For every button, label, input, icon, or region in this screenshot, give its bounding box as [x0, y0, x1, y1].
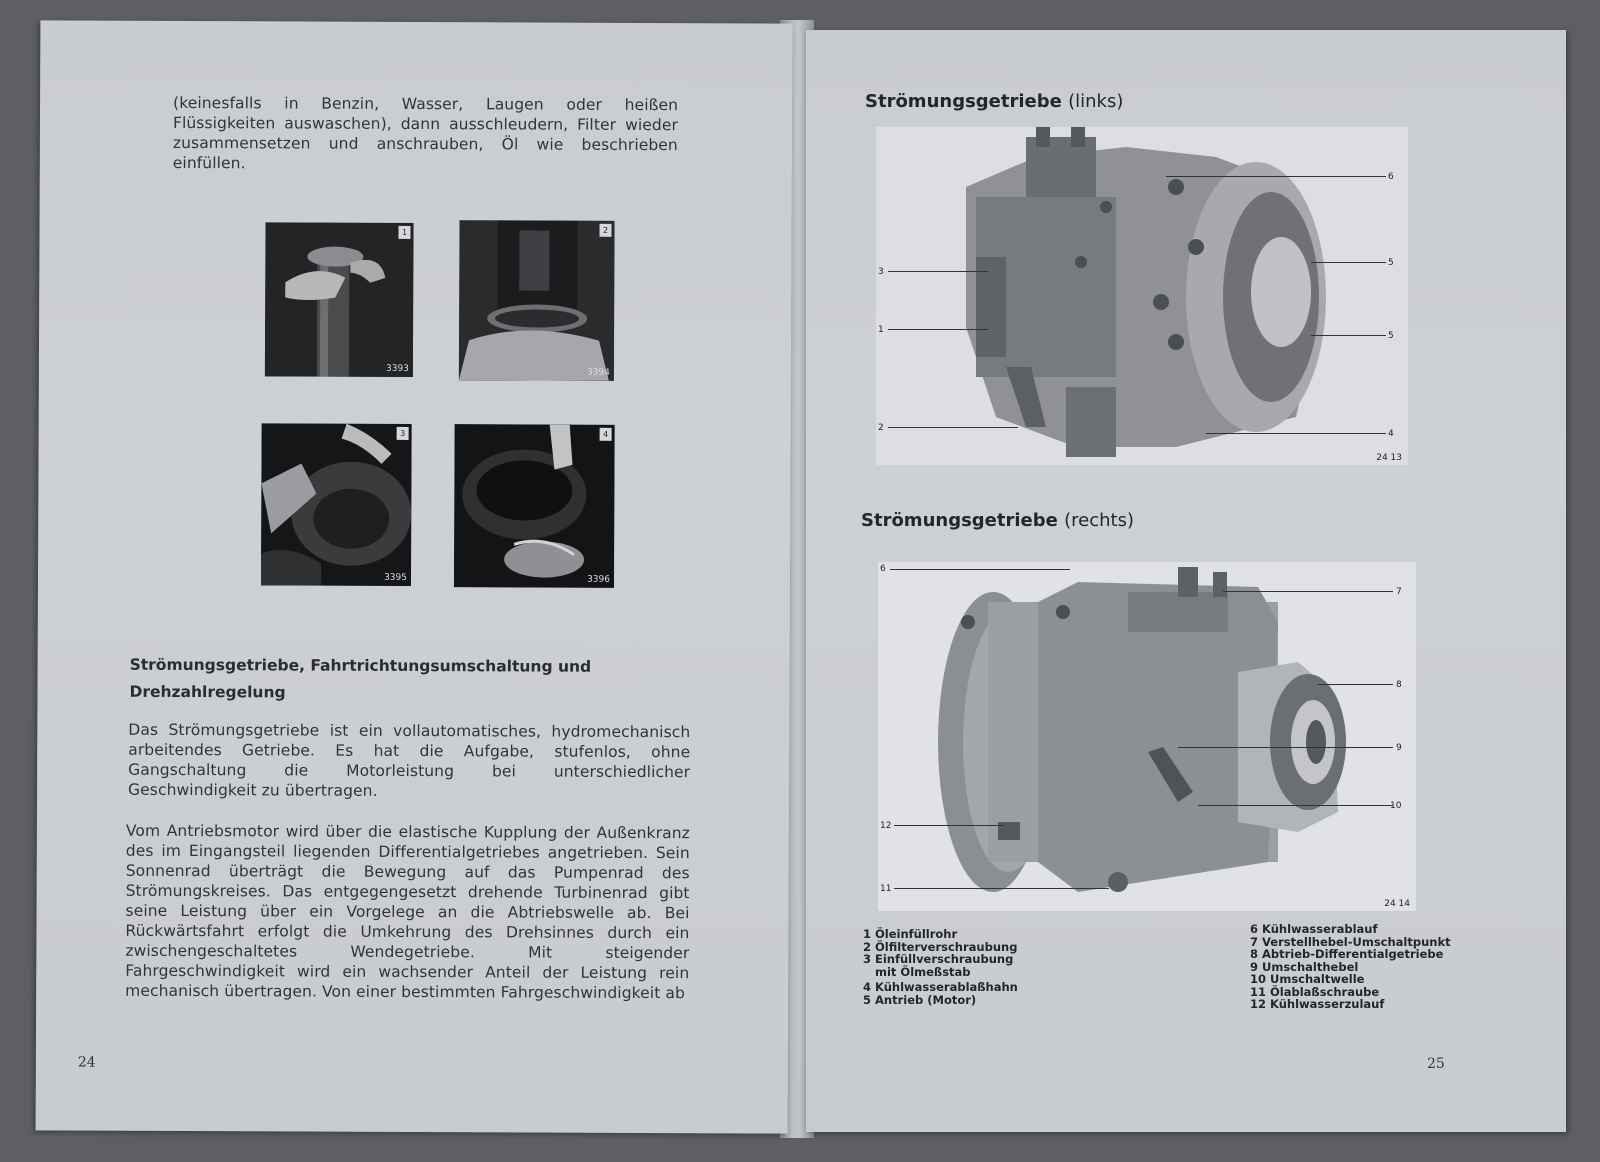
- filter-housing-illustration: [459, 220, 615, 381]
- legend-item: 7 Verstellhebel-Umschaltpunkt: [1250, 934, 1451, 949]
- photo-filter-3: [261, 423, 412, 586]
- photo-number: 3: [397, 427, 409, 440]
- figure-top-title: [865, 91, 1123, 112]
- callout-label: 4: [1388, 429, 1394, 439]
- photo-number: 2: [599, 224, 611, 237]
- leader-line: [1311, 335, 1386, 336]
- figure-code: 24 13: [1376, 453, 1402, 463]
- photo-number: 1: [398, 226, 410, 239]
- legend-item: 6 Kühlwasserablauf: [1250, 922, 1378, 936]
- figure-bottom-title: [861, 510, 1134, 531]
- page-number-right: 25: [1427, 1056, 1445, 1072]
- figure-bottom-photo: [878, 562, 1416, 911]
- callout-label: 8: [1396, 680, 1402, 690]
- paragraph-2: Vom Antriebsmotor wird über die elastische Kupplung der Außenkranz des im Eingangsteil liegenden Differentialgetriebes angetrieben. Sein Sonnenrad überträgt die Bewegung auf das Pumpenrad des Strömungskreises. Das entgegengesetzt drehende Turbinenrad gibt seine Leistung über ein Vorgelege an die Abtriebswelle ab. Bei Rückwärtsfahrt erfolgt die Umkehrung des Drehsinnes durch ein zwischengeschaltetes Wendegetriebe. Mit steigender Fahrgeschwindigkeit wird ein wachsender Anteil der Leistung rein mechanisch übertragen. Von einer bestimmten Fahrgeschwindigkeit ab: [125, 821, 690, 1003]
- legend-item: 1 Öleinfüllrohr: [863, 927, 958, 941]
- legend-item: 3 Einfüllverschraubung: [863, 952, 1014, 966]
- legend-item: 2 Ölfilterverschraubung: [863, 939, 1018, 954]
- legend-item: 4 Kühlwasserablaßhahn: [863, 980, 1018, 994]
- photo-number: 4: [600, 428, 612, 441]
- figure-bottom-name: Strömungsgetriebe: [861, 510, 1058, 531]
- leader-line: [1318, 684, 1393, 685]
- legend-item: 9 Umschalthebel: [1250, 959, 1359, 974]
- callout-label: 9: [1396, 743, 1402, 753]
- filter-cleaning-illustration: [261, 423, 412, 586]
- callout-label: 6: [880, 564, 886, 574]
- legend-item: 11 Ölablaßschraube: [1250, 984, 1380, 999]
- intro-text: (keinesfalls in Benzin, Wasser, Laugen oder heißen Flüssigkeiten auswaschen), dann ausschleudern, Filter wieder zusammensetzen und anschrauben, Öl wie beschrieben einfüllen.: [172, 93, 679, 173]
- leader-line: [1206, 433, 1386, 434]
- callout-label: 5: [1388, 258, 1394, 268]
- photo-filter-4: [454, 424, 615, 588]
- photo-filter-2: [459, 220, 615, 381]
- filter-insertion-illustration: [454, 424, 615, 588]
- callout-label: 7: [1396, 587, 1402, 597]
- photo-code: 3393: [385, 363, 409, 374]
- callout-label: 2: [878, 423, 884, 433]
- photo-code: 3395: [384, 572, 408, 583]
- paragraph-1: Das Strömungsgetriebe ist ein vollautomatisches, hydromechanisch arbeitendes Getriebe. Es hat die Aufgabe, stufenlos, ohne Gangschaltung die Motorleistung bei unterschiedlicher Geschwindigkeit zu übertragen.: [128, 720, 691, 800]
- leader-line: [894, 888, 1109, 889]
- section-heading: Strömungsgetriebe, Fahrtrichtungsumschaltung und Drehzahlregelung: [129, 655, 592, 702]
- legend-item: 12 Kühlwasserzulauf: [1250, 997, 1385, 1011]
- page-number-left: 24: [77, 1054, 96, 1071]
- leader-line: [888, 427, 1018, 428]
- callout-label: 1: [878, 325, 884, 335]
- legend-right: [1250, 923, 1451, 1011]
- filter-removal-illustration: [265, 222, 414, 377]
- legend-item: mit Ölmeßstab: [875, 964, 971, 979]
- callout-label: 11: [880, 884, 892, 894]
- callout-label: 3: [878, 267, 884, 277]
- transmission-left-illustration: [876, 127, 1408, 465]
- photo-filter-1: [265, 222, 414, 377]
- photo-code: 3396: [587, 574, 611, 585]
- leader-line: [1198, 805, 1393, 806]
- callout-label: 6: [1388, 172, 1394, 182]
- transmission-right-illustration: [878, 562, 1416, 911]
- leader-line: [1223, 591, 1393, 592]
- figure-bottom-qualifier: (rechts): [1064, 510, 1134, 531]
- leader-line: [894, 825, 1004, 826]
- legend-item: 5 Antrieb (Motor): [863, 992, 977, 1007]
- figure-top-qualifier: (links): [1068, 91, 1124, 112]
- left-page: [36, 20, 793, 1133]
- callout-label: 12: [880, 821, 892, 831]
- figure-top-name: Strömungsgetriebe: [865, 91, 1062, 112]
- figure-code: 24 14: [1384, 899, 1410, 909]
- leader-line: [1166, 176, 1386, 177]
- right-page: [806, 30, 1566, 1132]
- callout-label: 10: [1390, 801, 1402, 811]
- leader-line: [888, 329, 988, 330]
- photo-code: 3394: [586, 367, 610, 378]
- leader-line: [1178, 747, 1393, 748]
- legend-item: 10 Umschaltwelle: [1250, 972, 1365, 986]
- leader-line: [888, 271, 988, 272]
- figure-top-photo: [876, 127, 1408, 465]
- leader-line: [1311, 262, 1386, 263]
- legend-item: 8 Abtrieb-Differentialgetriebe: [1250, 947, 1444, 961]
- callout-label: 5: [1388, 331, 1394, 341]
- leader-line: [890, 569, 1070, 570]
- legend-left: [863, 928, 1018, 1006]
